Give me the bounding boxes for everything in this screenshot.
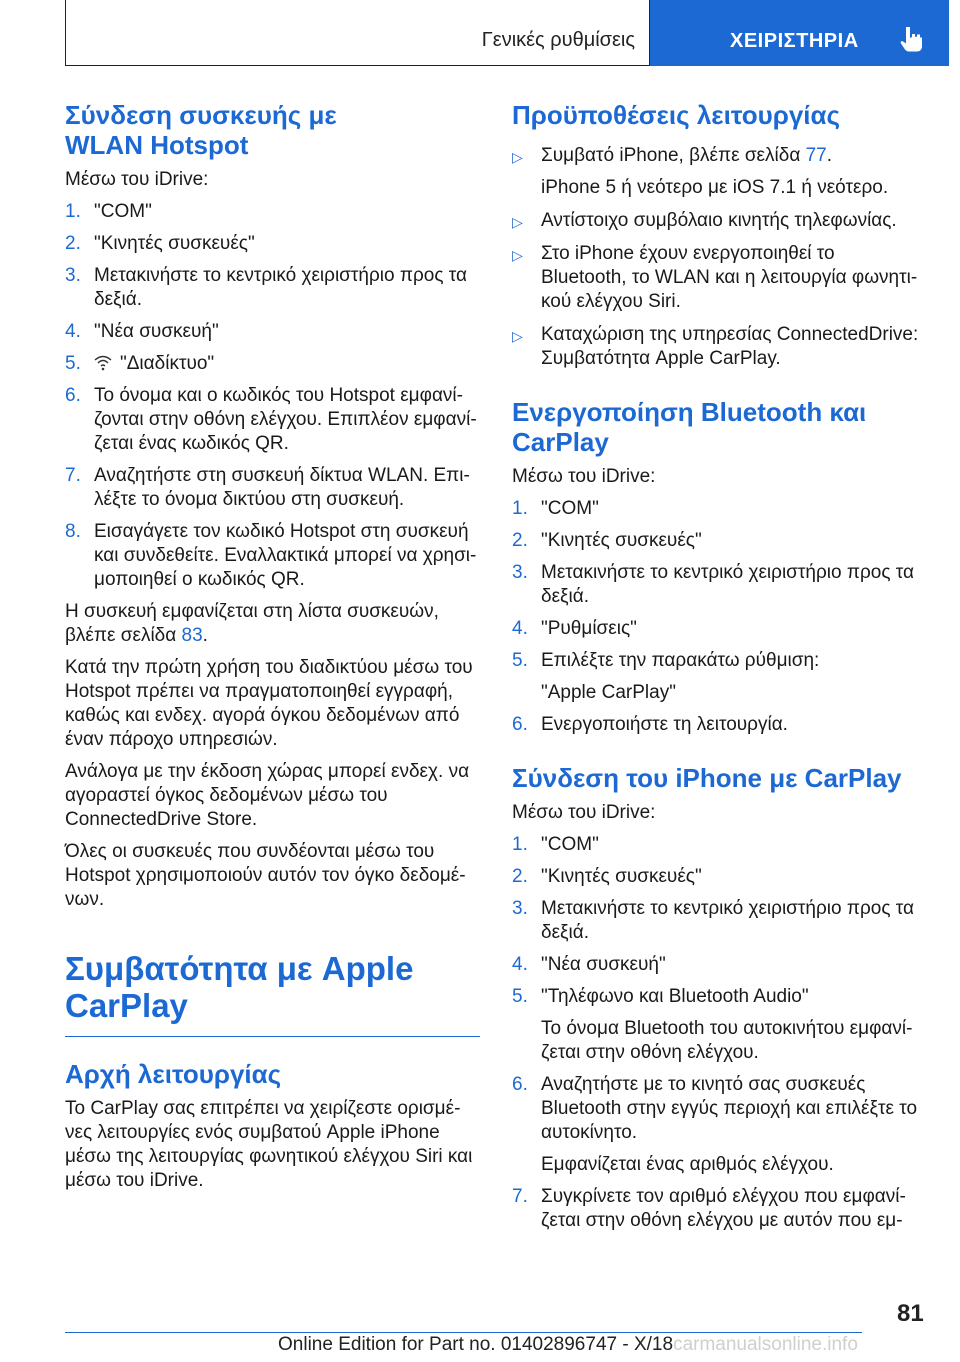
- page-link[interactable]: 83: [181, 625, 203, 646]
- list-item: 5. "Διαδίκτυο": [65, 353, 215, 374]
- list-item: 2. "Κινητές συσκευές": [512, 530, 702, 551]
- page-header: [65, 0, 949, 66]
- data-volume-note: Όλες οι συσκευές που συνδέονται μέσω του Hotspot χρησιμοποιούν αυτόν τον όγκο δεδομένων.: [65, 841, 466, 910]
- left-column: [65, 100, 480, 1193]
- list-item: 3. Μετακινήστε το κεντρικό χειριστήριο προς τα δεξιά.: [65, 265, 467, 310]
- principle-heading: Αρχή λειτουργίας: [65, 1059, 282, 1089]
- triangle-bullet-icon: ▷: [512, 149, 523, 165]
- list-item: 4. "Ρυθμίσεις": [512, 618, 637, 639]
- principle-text: Το CarPlay σας επιτρέπει να χειρίζεστε ορισμένες λειτουργίες ενός συμβατού Apple iPhone μέσω της λειτουργίας φωνητικού ελέγχου Siri και μέσω του iDrive.: [65, 1098, 473, 1191]
- list-item: 4. "Νέα συσκευή": [512, 954, 666, 975]
- registration-note: Κατά την πρώτη χρήση του διαδικτύου μέσω του Hotspot πρέπει να πραγματοποιηθεί εγγραφή, καθώς και ενδεχ. αγορά όγκου δεδομένων από έναν πάροχο υπηρεσιών.: [65, 657, 473, 750]
- right-column: [512, 100, 924, 1241]
- list-item: 1. "COM": [512, 834, 599, 855]
- footer-divider: [65, 1332, 862, 1333]
- section-divider: [65, 1036, 480, 1037]
- activate-heading: Ενεργοποίηση Bluetooth και CarPlay: [512, 397, 867, 457]
- triangle-bullet-icon: ▷: [512, 214, 523, 230]
- list-item: 3. Μετακινήστε το κεντρικό χειριστήριο προς τα δεξιά.: [512, 898, 914, 943]
- list-item: ▷ Συμβατό iPhone, βλέπε σελίδα 77. iPhone 5 ή νεότερο με iOS 7.1 ή νεότερο.: [512, 145, 889, 198]
- hand-pointer-icon: [897, 24, 927, 54]
- list-item: 5. "Τηλέφωνο και Bluetooth Audio" Το όνομα Bluetooth του αυτοκινήτου εμφανίζεται στην οθόνη ελέγχου.: [512, 986, 913, 1063]
- prereq-list: [512, 144, 924, 371]
- list-item: 4. "Νέα συσκευή": [65, 321, 219, 342]
- page-number: 81: [897, 1300, 924, 1327]
- country-note: Ανάλογα με την έκδοση χώρας μπορεί ενδεχ. να αγοραστεί όγκος δεδομένων μέσω του ConnectedDrive Store.: [65, 761, 470, 830]
- list-item: ▷ Στο iPhone έχουν ενεργοποιηθεί το Bluetooth, το WLAN και η λειτουργία φωνητικού ελέγχου Siri.: [512, 243, 918, 312]
- hotspot-steps: [65, 200, 480, 592]
- watermark: carmanualsonline.info: [673, 1334, 858, 1355]
- list-item: 6. Ενεργοποιήστε τη λειτουργία.: [512, 714, 788, 735]
- connect-heading: Σύνδεση του iPhone με CarPlay: [512, 763, 902, 793]
- hotspot-via: Μέσω του iDrive:: [65, 169, 209, 190]
- device-list-note: Η συσκευή εμφανίζεται στη λίστα συσκευών, βλέπε σελίδα 83.: [65, 601, 439, 646]
- list-item: 8. Εισαγάγετε τον κωδικό Hotspot στη συσκευή και συνδεθείτε. Εναλλακτικά μπορεί να χρησιμοποιηθεί ο κωδικός QR.: [65, 521, 477, 590]
- wifi-icon: [94, 355, 112, 371]
- prereq-heading: Προϋποθέσεις λειτουργίας: [512, 100, 841, 130]
- footer-edition: Online Edition for Part no. 01402896747 - X/18carmanualsonline.info: [278, 1334, 858, 1355]
- triangle-bullet-icon: ▷: [512, 247, 523, 263]
- hotspot-heading: Σύνδεση συσκευής με WLAN Hotspot: [65, 100, 337, 160]
- chapter-title: ΧΕΙΡΙΣΤΗΡΙΑ: [730, 30, 859, 52]
- triangle-bullet-icon: ▷: [512, 328, 523, 344]
- section-tab: [65, 0, 650, 66]
- list-item: 6. Αναζητήστε με το κινητό σας συσκευές Bluetooth στην εγγύς περιοχή και επιλέξτε το αυτοκίνητο. Εμφανίζεται ένας αριθμός ελέγχου.: [512, 1074, 918, 1175]
- list-item: 2. "Κινητές συσκευές": [65, 233, 255, 254]
- list-item: 2. "Κινητές συσκευές": [512, 866, 702, 887]
- activate-steps: [512, 497, 924, 737]
- list-item: ▷ Αντίστοιχο συμβόλαιο κινητής τηλεφωνίας.: [512, 209, 924, 233]
- activate-via: Μέσω του iDrive:: [512, 466, 656, 487]
- chapter-tab: [650, 0, 949, 66]
- list-item: 7. Αναζητήστε στη συσκευή δίκτυα WLAN. Επιλέξτε το όνομα δικτύου στη συσκευή.: [65, 465, 470, 510]
- list-item: 3. Μετακινήστε το κεντρικό χειριστήριο προς τα δεξιά.: [512, 562, 914, 607]
- section-title: Γενικές ρυθμίσεις: [481, 29, 635, 51]
- list-item: 1. "COM": [65, 201, 152, 222]
- list-item: 5. Επιλέξτε την παρακάτω ρύθμιση: "Apple CarPlay": [512, 650, 820, 703]
- list-item: 7. Συγκρίνετε τον αριθμό ελέγχου που εμφανίζεται στην οθόνη ελέγχου με αυτόν που εμ-: [512, 1186, 906, 1231]
- list-item: 6. Το όνομα και ο κωδικός του Hotspot εμφανίζονται στην οθόνη ελέγχου. Επιπλέον εμφανίζεται ένας κωδικός QR.: [65, 385, 477, 454]
- connect-steps: [512, 833, 924, 1233]
- carplay-heading: Συμβατότητα με Apple CarPlay: [65, 950, 414, 1024]
- list-item: ▷ Καταχώριση της υπηρεσίας ConnectedDrive: Συμβατότητα Apple CarPlay.: [512, 324, 919, 369]
- connect-via: Μέσω του iDrive:: [512, 802, 656, 823]
- list-item: 1. "COM": [512, 498, 599, 519]
- page-link[interactable]: 77: [805, 145, 827, 166]
